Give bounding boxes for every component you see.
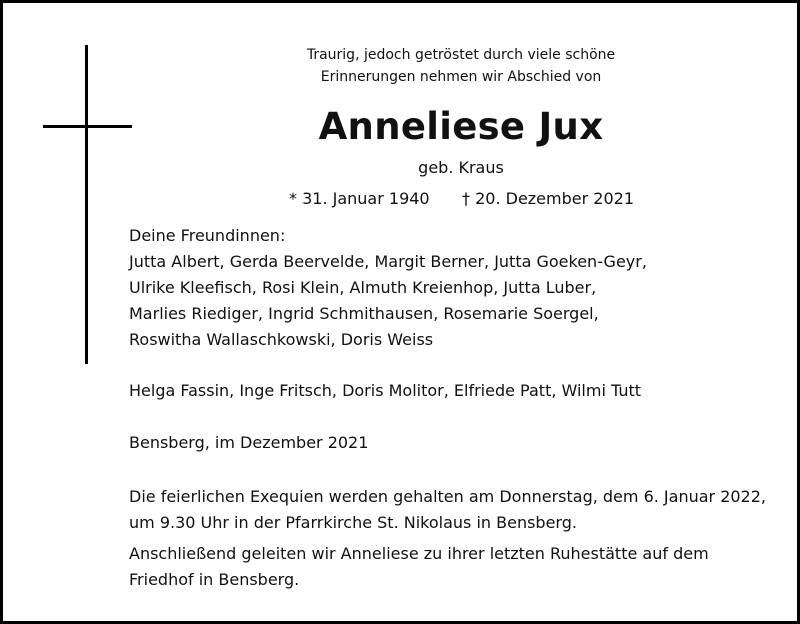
service-line-1: Die feierlichen Exequien werden gehalten am Donnerstag, dem 6. Januar 2022, bbox=[129, 487, 766, 506]
cross-icon-horizontal-bar bbox=[43, 125, 132, 128]
friends-heading: Deine Freundinnen: bbox=[129, 226, 286, 245]
service-info bbox=[129, 484, 789, 536]
friends-list bbox=[129, 223, 789, 353]
friends-line: Ulrike Kleefisch, Rosi Klein, Almuth Kreienhop, Jutta Luber, bbox=[129, 278, 597, 297]
intro-text bbox=[243, 44, 679, 88]
friends-line: Roswitha Wallaschkowski, Doris Weiss bbox=[129, 330, 434, 349]
cross-icon-vertical-bar bbox=[85, 45, 88, 364]
maiden-name: geb. Kraus bbox=[418, 158, 504, 177]
deceased-name: Anneliese Jux bbox=[318, 105, 604, 148]
birth-date: * 31. Januar 1940 bbox=[289, 189, 430, 208]
place-and-date bbox=[129, 430, 789, 456]
other-mourners bbox=[129, 378, 789, 404]
friends-line: Marlies Riediger, Ingrid Schmithausen, Rosemarie Soergel, bbox=[129, 304, 599, 323]
place-date-line: Bensberg, im Dezember 2021 bbox=[129, 433, 369, 452]
intro-line-1: Traurig, jedoch getröstet durch viele schöne bbox=[306, 47, 616, 63]
burial-line-1: Anschließend geleiten wir Anneliese zu ihrer letzten Ruhestätte auf dem bbox=[129, 544, 709, 563]
death-date: † 20. Dezember 2021 bbox=[462, 189, 634, 208]
burial-line-2: Friedhof in Bensberg. bbox=[129, 570, 300, 589]
other-mourners-line: Helga Fassin, Inge Fritsch, Doris Molitor, Elfriede Patt, Wilmi Tutt bbox=[129, 381, 642, 400]
intro-line-2: Erinnerungen nehmen wir Abschied von bbox=[320, 69, 602, 85]
burial-info bbox=[129, 541, 789, 593]
friends-line: Jutta Albert, Gerda Beervelde, Margit Berner, Jutta Goeken-Geyr, bbox=[129, 252, 647, 271]
service-line-2: um 9.30 Uhr in der Pfarrkirche St. Nikolaus in Bensberg. bbox=[129, 513, 577, 532]
